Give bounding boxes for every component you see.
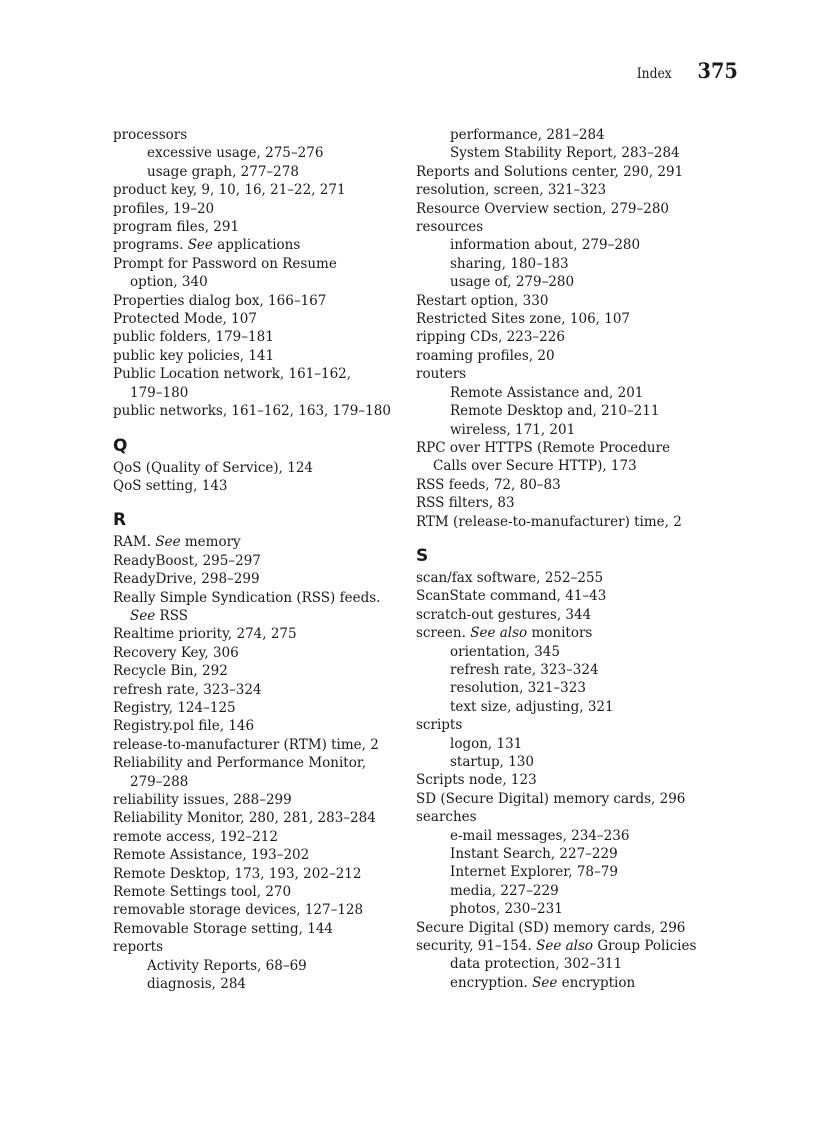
index-entry: QoS (Quality of Service), 124 xyxy=(113,459,314,476)
index-entry: scan/fax software, 252–255 xyxy=(416,569,604,586)
index-entry: product key, 9, 10, 16, 21–22, 271 xyxy=(113,182,346,199)
index-entry: Secure Digital (SD) memory cards, 296 xyxy=(416,919,686,936)
index-entry: Restart option, 330 xyxy=(416,292,549,309)
index-entry: ReadyDrive, 298–299 xyxy=(113,571,260,588)
index-entry: scratch-out gestures, 344 xyxy=(416,606,592,623)
running-header xyxy=(632,58,738,83)
index-entry: searches xyxy=(416,809,477,826)
index-entry: security, 91–154. See also Group Policies xyxy=(416,938,697,955)
index-subentry: Remote Desktop and, 210–211 xyxy=(450,403,660,420)
index-entry: public networks, 161–162, 163, 179–180 xyxy=(113,403,391,420)
index-entry: Restricted Sites zone, 106, 107 xyxy=(416,311,631,328)
index-entry: resources xyxy=(416,219,484,236)
index-entry-continuation: 179–180 xyxy=(130,384,189,401)
index-entry: resolution, screen, 321–323 xyxy=(416,182,607,199)
index-entry: reports xyxy=(113,939,164,956)
index-entry: QoS setting, 143 xyxy=(113,477,228,494)
index-entry: processors xyxy=(113,127,188,143)
index-subentry: photos, 230–231 xyxy=(450,901,563,918)
see-reference: See xyxy=(155,534,181,551)
index-subentry: text size, adjusting, 321 xyxy=(450,698,614,715)
index-subentry: information about, 279–280 xyxy=(450,237,641,254)
index-entry: Properties dialog box, 166–167 xyxy=(113,292,327,309)
index-column-right xyxy=(416,126,716,992)
index-entry: Removable Storage setting, 144 xyxy=(113,920,333,937)
index-entry: Remote Desktop, 173, 193, 202–212 xyxy=(113,865,362,882)
index-subentry: usage graph, 277–278 xyxy=(147,163,299,180)
index-subentry: System Stability Report, 283–284 xyxy=(450,145,680,162)
index-subentry: usage of, 279–280 xyxy=(450,274,575,291)
index-entry: RPC over HTTPS (Remote Procedure xyxy=(416,439,671,456)
index-entry: RTM (release-to-manufacturer) time, 2 xyxy=(416,513,682,530)
index-entry: refresh rate, 323–324 xyxy=(113,681,262,698)
index-subentry: wireless, 171, 201 xyxy=(450,421,576,438)
section-letter: Q xyxy=(113,435,128,456)
index-subentry: excessive usage, 275–276 xyxy=(147,145,324,162)
index-entry-continuation: See RSS xyxy=(130,607,188,624)
index-entry: public key policies, 141 xyxy=(113,347,275,364)
index-subentry: Remote Assistance and, 201 xyxy=(450,384,644,401)
index-entry: Really Simple Syndication (RSS) feeds. xyxy=(113,589,381,606)
index-entry: Public Location network, 161–162, xyxy=(113,366,352,383)
index-subentry: startup, 130 xyxy=(450,754,534,770)
index-subentry: orientation, 345 xyxy=(450,643,560,660)
index-subentry: performance, 281–284 xyxy=(450,127,605,143)
index-entry: SD (Secure Digital) memory cards, 296 xyxy=(416,790,686,807)
index-entry: release-to-manufacturer (RTM) time, 2 xyxy=(113,736,379,753)
index-entry: scripts xyxy=(416,717,463,734)
page-number: 375 xyxy=(697,58,738,83)
index-entry: ScanState command, 41–43 xyxy=(416,588,607,605)
index-subentry: Internet Explorer, 78–79 xyxy=(450,864,618,881)
index-subentry: refresh rate, 323–324 xyxy=(450,661,599,678)
index-subentry: resolution, 321–323 xyxy=(450,680,586,697)
index-subentry: logon, 131 xyxy=(450,735,523,752)
index-entry: screen. See also monitors xyxy=(416,625,593,642)
index-subentry: encryption. See encryption xyxy=(450,974,636,991)
index-entry: RSS filters, 83 xyxy=(416,495,515,512)
index-entry: Protected Mode, 107 xyxy=(113,311,257,328)
index-entry: ReadyBoost, 295–297 xyxy=(113,552,261,569)
index-entry-continuation: option, 340 xyxy=(130,274,208,291)
index-entry: program files, 291 xyxy=(113,219,240,236)
index-entry: Reliability Monitor, 280, 281, 283–284 xyxy=(113,810,376,827)
index-entry-continuation: 279–288 xyxy=(130,773,189,790)
see-reference: See xyxy=(187,237,213,254)
index-entry: ripping CDs, 223–226 xyxy=(416,329,565,346)
index-entry: reliability issues, 288–299 xyxy=(113,792,292,808)
index-entry: Resource Overview section, 279–280 xyxy=(416,200,670,217)
index-entry: Prompt for Password on Resume xyxy=(113,255,337,272)
index-subentry: data protection, 302–311 xyxy=(450,956,623,973)
index-entry: Reliability and Performance Monitor, xyxy=(113,755,367,772)
index-entry: RSS feeds, 72, 80–83 xyxy=(416,476,561,493)
index-entry: Scripts node, 123 xyxy=(416,772,537,789)
index-subentry: Instant Search, 227–229 xyxy=(450,846,618,863)
see-reference: See xyxy=(130,607,156,624)
index-entry: profiles, 19–20 xyxy=(113,200,215,217)
header-label: Index xyxy=(637,66,673,82)
section-letter: R xyxy=(113,510,127,531)
index-entry: routers xyxy=(416,366,467,383)
index-entry: Realtime priority, 274, 275 xyxy=(113,626,297,643)
index-subentry: diagnosis, 284 xyxy=(147,976,246,993)
index-entry: Reports and Solutions center, 290, 291 xyxy=(416,163,684,180)
index-entry: remote access, 192–212 xyxy=(113,828,278,845)
index-entry-continuation: Calls over Secure HTTP), 173 xyxy=(433,458,637,475)
index-entry: Recycle Bin, 292 xyxy=(113,663,228,680)
index-entry: Remote Settings tool, 270 xyxy=(113,884,292,901)
index-entry: public folders, 179–181 xyxy=(113,329,274,346)
index-subentry: Activity Reports, 68–69 xyxy=(147,957,307,974)
index-entry: roaming profiles, 20 xyxy=(416,347,555,364)
see-reference: See also xyxy=(536,938,594,955)
index-subentry: sharing, 180–183 xyxy=(450,255,569,272)
index-entry: Registry, 124–125 xyxy=(113,699,236,716)
index-column-left xyxy=(113,126,403,993)
index-entry: removable storage devices, 127–128 xyxy=(113,902,364,919)
index-entry: programs. See applications xyxy=(113,237,301,254)
index-entry: Registry.pol file, 146 xyxy=(113,718,255,735)
see-reference: See also xyxy=(470,625,528,642)
index-subentry: e-mail messages, 234–236 xyxy=(450,827,630,844)
index-subentry: media, 227–229 xyxy=(450,882,559,899)
see-reference: See xyxy=(532,974,558,991)
index-entry: Recovery Key, 306 xyxy=(113,644,239,661)
index-entry: RAM. See memory xyxy=(113,534,241,551)
index-entry: Remote Assistance, 193–202 xyxy=(113,847,310,864)
section-letter: S xyxy=(416,545,429,566)
